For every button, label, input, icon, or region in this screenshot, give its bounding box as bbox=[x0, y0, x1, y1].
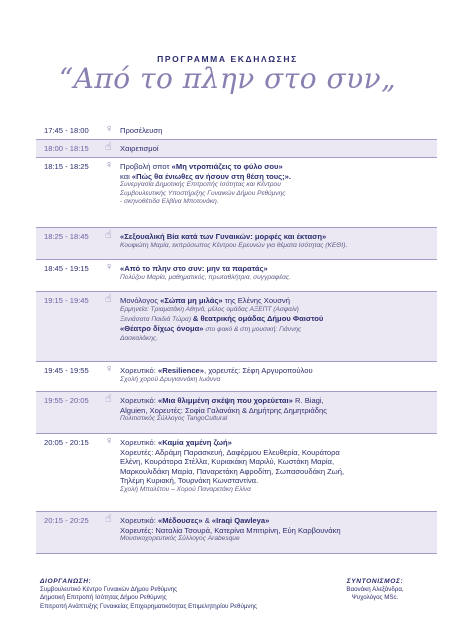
row-time: 20:15 - 20:25 bbox=[44, 516, 89, 525]
hand-icon: ☝ bbox=[105, 393, 112, 405]
program-row bbox=[36, 392, 437, 434]
hand-icon: ☝ bbox=[105, 293, 112, 305]
row-text: Alguien, Χορευτές: Σοφία Γαλανάκη & Δημήτρης Δημητριάδης bbox=[120, 405, 327, 415]
row-note: Σχολή Μπαλέτου – Χορού Παναρετάκη Ελίνα bbox=[120, 485, 251, 493]
program-row bbox=[36, 228, 437, 260]
row-text: και bbox=[120, 171, 132, 181]
row-time: 19:15 - 19:45 bbox=[44, 296, 89, 305]
row-note: Κουφιώτη Μαρία, εκπρόσωπος Κέντρου Ερευνών για θέματα Ισότητας (ΚΕΘΙ). bbox=[120, 241, 348, 249]
row-title: «Μη ντροπιάζεις το φύλο σου» bbox=[171, 162, 283, 171]
row-title: «Resilience» bbox=[157, 366, 204, 375]
row-note: Σχολή χορού Δρυγιαννάκη Ιωάννα bbox=[120, 375, 221, 383]
coordinator-name: Βαονάκη Αλεξάνδρα, bbox=[346, 586, 404, 594]
row-time: 20:05 - 20:15 bbox=[44, 438, 89, 447]
program-row bbox=[36, 362, 437, 392]
row-text: Μονόλογος bbox=[120, 296, 161, 305]
female-symbol-icon: ♀ bbox=[105, 363, 114, 375]
row-text: Χορευτές: Ναταλία Τσουρά, Κατερίνα Μπιτιρίνη, Εύη Καρβουνάκη bbox=[120, 525, 341, 535]
program-row bbox=[36, 122, 437, 140]
row-title: & θεατρικής ομάδας Δήμου Φαιστού bbox=[192, 314, 324, 323]
row-time: 18:00 - 18:15 bbox=[44, 144, 89, 153]
row-note: Πολιτιστικός Σύλλογος TangoCultural bbox=[120, 415, 228, 423]
hand-icon: ☝ bbox=[105, 513, 112, 525]
row-time: 19:55 - 20:05 bbox=[44, 396, 89, 405]
row-text: Μαρκουλιδάκη Μαρία, Παναρετάκη Αφροδίτη, Σωπασουδάκη Ζωή, bbox=[120, 466, 345, 476]
program-row bbox=[36, 140, 437, 158]
row-text: Τηλέμη Κυριακή, Τουρνάκη Κωνσταντίνα. bbox=[120, 476, 259, 486]
organizer-item: Συμβουλευτικό Κέντρο Γυναικών Δήμου Ρεθύμνης bbox=[40, 586, 178, 594]
row-text: Χορευτικό: bbox=[120, 366, 158, 375]
program-subtitle: ΠΡΟΓΡΑΜΜΑ ΕΚΔΗΛΩΣΗΣ bbox=[157, 54, 298, 64]
hand-icon: ☝ bbox=[105, 141, 112, 153]
female-symbol-icon: ♀ bbox=[105, 435, 114, 447]
row-note: Ερμηνεία: Τριαματάκη Αθηνά, μέλος ομάδας ΑΞΕΠΤ (Ασφαλή bbox=[120, 305, 299, 313]
organizer-item: Δημοτική Επιτροπή Ισότητας Δήμου Ρεθύμνης bbox=[40, 594, 167, 602]
hand-icon: ☝ bbox=[105, 229, 112, 241]
event-title: “Από το πλην στο συν„ bbox=[58, 62, 397, 95]
row-title: Προσέλευση bbox=[120, 126, 163, 135]
row-title: Χαιρετισμοί bbox=[120, 144, 159, 153]
coordination-heading: ΣΥΝΤΟΝΙΣΜΟΣ: bbox=[346, 578, 404, 585]
row-note: Συμβουλευτικής Υποστήριξης Γυναικών Δήμου Ρεθύμνης bbox=[120, 189, 286, 197]
row-text: Χορευτικό: bbox=[120, 438, 158, 447]
row-title: «Σεξουαλική Βία κατά των Γυναικών: μορφές και έκταση» bbox=[120, 232, 327, 241]
row-note: Πολύζου Μαρία, μαθηματικός, πρωταθλήτρια, συγγραφέας. bbox=[120, 273, 291, 281]
organizers-heading: ΔΙΟΡΓΑΝΩΣΗ: bbox=[40, 578, 92, 585]
row-title: «Μια θλιμμένη σκέψη που χορεύεται» bbox=[157, 396, 293, 405]
row-title: «Από το πλην στο συν: μην τα παρατάς» bbox=[120, 264, 268, 273]
female-symbol-icon: ♀ bbox=[105, 159, 114, 171]
program-row bbox=[36, 260, 437, 292]
row-note: - σκηνοθέτιδα Ελβίνα Μποτονάκη. bbox=[120, 198, 219, 205]
row-time: 18:45 - 19:15 bbox=[44, 264, 89, 273]
row-text: , χορευτές: Σέφη Αργυροπούλου bbox=[204, 366, 313, 375]
row-text: Ελένη, Κουράτορα Στέλλα, Κυριακάκη Μαριλύ, Κωστάκη Μαρία, bbox=[120, 457, 335, 467]
row-title: «Σώπα μη μιλάς» bbox=[160, 296, 223, 305]
program-row bbox=[36, 512, 437, 554]
row-text: & bbox=[202, 516, 212, 525]
row-title: «Καμία χαμένη ζωή» bbox=[157, 438, 232, 447]
program-row bbox=[36, 158, 437, 228]
row-text: Χορευτικό: bbox=[120, 516, 158, 525]
row-note: στο φακό & στη μουσική: Γιάννης bbox=[203, 326, 302, 334]
row-text: Προβολή σποτ bbox=[120, 162, 172, 171]
row-time: 19:45 - 19:55 bbox=[44, 366, 89, 375]
organizer-item: Επιτροπή Ανάπτυξης Γυναικείας Επιχειρηματικότητας Επιμελητηρίου Ρεθύμνης bbox=[40, 602, 257, 610]
female-symbol-icon: ♀ bbox=[105, 261, 114, 273]
program-row bbox=[36, 434, 437, 512]
row-time: 18:25 - 18:45 bbox=[44, 232, 89, 241]
row-note: Συνεργασία Δημοτικής Επιτροπής Ισότητας και Κέντρου bbox=[120, 181, 281, 189]
row-title: «Θέατρο δίχως όνομα» bbox=[120, 324, 204, 334]
row-title: «Μέδουσες» bbox=[157, 516, 203, 525]
row-note: Μουσικοχορευτικός Σύλλογος Arabesque bbox=[120, 535, 240, 543]
row-time: 17:45 - 18:00 bbox=[44, 126, 89, 135]
row-text: της Ελένης Χουσνή bbox=[222, 296, 290, 305]
program-table bbox=[36, 122, 437, 554]
program-row bbox=[36, 292, 437, 362]
row-text: R. Biagi, bbox=[292, 396, 324, 405]
coordination bbox=[330, 578, 420, 603]
row-title: «Πώς θα ένιωθες αν ήσουν στη θέση τους;». bbox=[131, 171, 291, 181]
row-text: Χορευτικό: bbox=[120, 396, 158, 405]
coordinator-role: Ψυχολόγος MSc. bbox=[351, 594, 399, 602]
row-title: «Iraqi Qawleya» bbox=[211, 516, 270, 525]
row-text: Χορευτές: Αδράμη Παρασκευή, Δαφέρμου Ελευθερία, Κουράτορα bbox=[120, 447, 340, 457]
female-symbol-icon: ♀ bbox=[105, 123, 114, 135]
row-note: Ξενιάσατα Παιδιά Τώρα) bbox=[120, 316, 193, 323]
row-time: 18:15 - 18:25 bbox=[44, 162, 89, 171]
row-note: Δασκαλάκης. bbox=[120, 334, 159, 342]
